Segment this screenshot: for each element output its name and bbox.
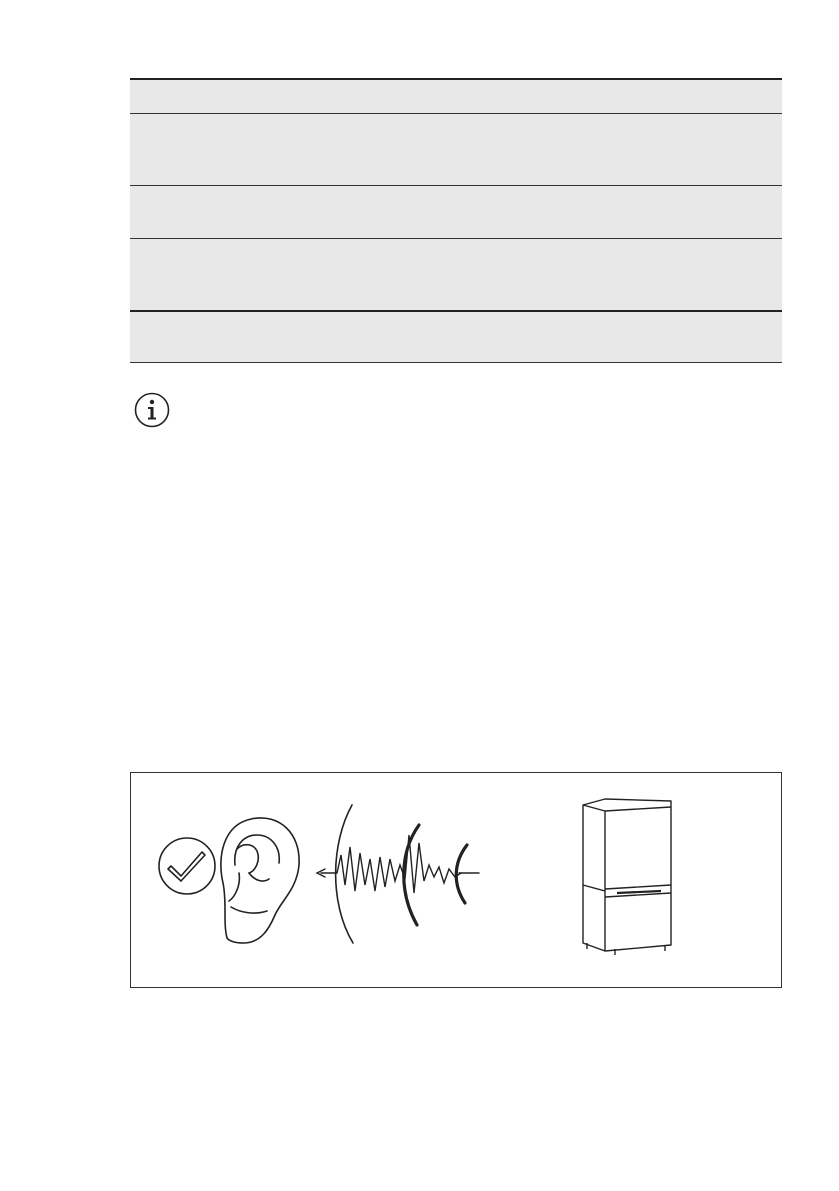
table-row — [130, 80, 782, 114]
table-row — [130, 186, 782, 239]
table-row — [130, 312, 782, 363]
table-row — [130, 239, 782, 312]
refrigerator-icon — [583, 799, 671, 955]
sound-wave-icon — [317, 805, 479, 943]
sound-illustration — [130, 772, 782, 988]
troubleshooting-table — [130, 78, 782, 363]
table-row — [130, 114, 782, 186]
ear-icon — [221, 818, 299, 943]
info-icon — [134, 392, 170, 428]
checkmark-icon — [159, 838, 215, 894]
